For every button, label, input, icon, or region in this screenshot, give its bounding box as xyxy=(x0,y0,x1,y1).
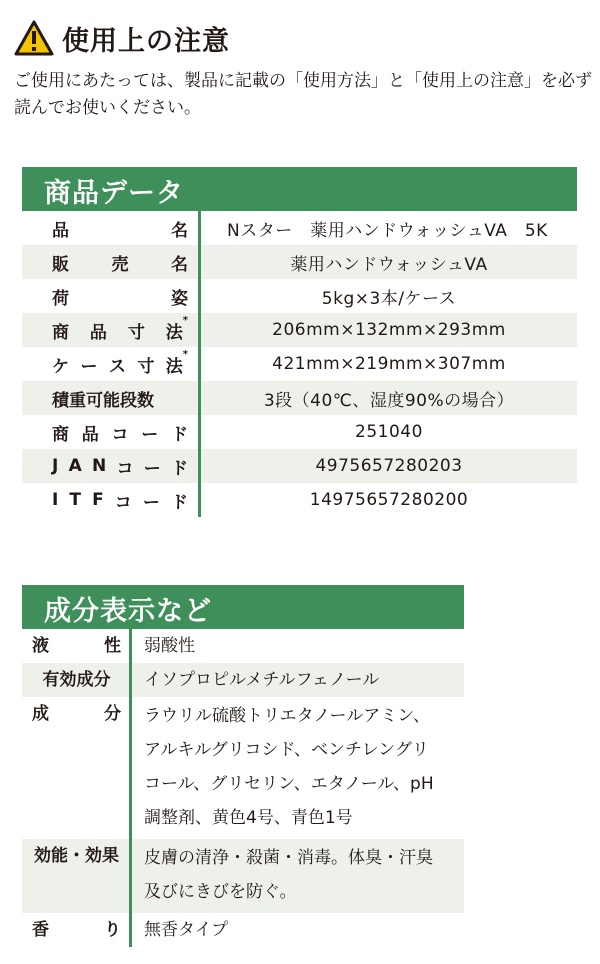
table-row xyxy=(22,381,577,415)
label-char: F xyxy=(92,490,104,510)
label-char: 液 xyxy=(32,636,49,656)
label-char: り xyxy=(104,920,121,940)
table-row xyxy=(22,449,577,483)
label-char: ー xyxy=(80,356,98,377)
label-char: 姿 xyxy=(171,288,188,309)
row-label xyxy=(22,279,198,313)
row-value xyxy=(132,663,464,697)
label-char: 法* xyxy=(165,314,188,343)
label-char: ス xyxy=(108,356,126,377)
label-char: コ xyxy=(116,458,134,479)
table-row xyxy=(22,279,577,313)
table-row xyxy=(22,415,577,449)
row-label xyxy=(22,913,129,947)
value-line: アルキルグリコシド、ベンチレングリ xyxy=(144,740,429,760)
value-line: 皮膚の清浄・殺菌・消毒。体臭・汗臭 xyxy=(144,848,433,868)
ingredients-title: 成分表示など xyxy=(44,596,212,627)
asterisk: * xyxy=(182,314,188,326)
label-char: ー xyxy=(142,492,160,513)
label-char: 品 xyxy=(89,322,107,343)
label-char: A xyxy=(68,456,82,476)
row-label xyxy=(22,449,198,483)
label-char: 積重可能段数 xyxy=(52,390,154,411)
row-value: 5kg×3本/ケース xyxy=(321,288,457,309)
table-row xyxy=(22,483,577,517)
label-char: 性 xyxy=(104,636,121,656)
label-char: ケ xyxy=(52,356,69,377)
row-value: 251040 xyxy=(355,422,423,442)
label-char: 商 xyxy=(52,322,69,343)
ingredients-table xyxy=(22,629,464,947)
caution-body: ご使用にあたっては、製品に記載の「使用方法」と「使用上の注意」を必ず読んでお使いください。 xyxy=(14,71,592,118)
label-char: 有効成分 xyxy=(42,670,111,690)
row-value: 3段（40℃、湿度90%の場合） xyxy=(263,390,515,411)
value-line: 及びにきびを防ぐ。 xyxy=(144,882,297,902)
row-label xyxy=(22,381,198,415)
label-char: 香 xyxy=(32,920,49,940)
label-char: I xyxy=(52,490,59,510)
row-value: 421mm×219mm×307mm xyxy=(272,354,506,374)
row-label xyxy=(22,839,129,913)
row-value xyxy=(132,839,464,913)
label-char: 荷 xyxy=(52,288,69,309)
table-row xyxy=(22,839,464,913)
label-char: コ xyxy=(114,492,132,513)
row-value xyxy=(132,629,464,663)
table-row xyxy=(22,211,577,245)
table-row xyxy=(22,697,464,839)
row-value: 4975657280203 xyxy=(315,456,463,476)
label-char: ド xyxy=(170,458,188,479)
label-char: 品 xyxy=(52,220,69,241)
label-char: コ xyxy=(111,424,129,445)
label-char: 品 xyxy=(81,424,99,445)
table-row xyxy=(22,313,577,347)
product-data-header xyxy=(22,167,577,211)
label-char: 寸 xyxy=(127,322,145,343)
row-label xyxy=(22,313,198,347)
value-line: 無香タイプ xyxy=(144,920,229,940)
label-char: 商 xyxy=(52,424,69,445)
row-label xyxy=(22,697,129,839)
label-char: 法* xyxy=(165,348,188,377)
value-line: イソプロピルメチルフェノール xyxy=(144,670,380,690)
row-label xyxy=(22,415,198,449)
label-char: 名 xyxy=(171,220,188,241)
value-line: ラウリル硫酸トリエタノールアミン、 xyxy=(144,706,430,726)
label-char: J xyxy=(52,456,59,476)
caution-title: 使用上の注意 xyxy=(62,25,230,57)
row-label xyxy=(22,347,198,381)
row-label xyxy=(22,663,129,697)
label-char: ド xyxy=(171,424,188,445)
label-char: 分 xyxy=(104,704,121,724)
row-value: Nスター 薬用ハンドウォッシュVA 5K xyxy=(227,220,548,241)
label-char: 成 xyxy=(32,704,49,724)
row-value: 14975657280200 xyxy=(309,490,469,510)
caution-heading xyxy=(14,18,230,58)
warning-triangle-icon xyxy=(14,20,54,56)
row-value: 206mm×132mm×293mm xyxy=(272,320,506,340)
label-char: ド xyxy=(170,492,188,513)
label-char: 販 xyxy=(52,254,69,275)
row-label xyxy=(22,629,129,663)
table-row xyxy=(22,245,577,279)
label-char: ー xyxy=(141,424,159,445)
value-line: 調整剤、黄色4号、青色1号 xyxy=(144,808,353,828)
table-row xyxy=(22,663,464,697)
row-value xyxy=(132,913,464,947)
row-label xyxy=(22,483,198,517)
label-char: T xyxy=(69,490,82,510)
row-value xyxy=(132,697,464,839)
label-char: 名 xyxy=(171,254,188,275)
label-char: N xyxy=(92,456,107,476)
table-row xyxy=(22,347,577,381)
product-data-table xyxy=(22,211,577,517)
label-char: 寸 xyxy=(137,356,155,377)
row-value: 薬用ハンドウォッシュVA xyxy=(290,254,488,275)
asterisk: * xyxy=(182,348,188,360)
label-char: 効能・効果 xyxy=(34,846,119,866)
row-label xyxy=(22,211,198,245)
row-label xyxy=(22,245,198,279)
table-row xyxy=(22,629,464,663)
table-row xyxy=(22,913,464,947)
label-char: ー xyxy=(143,458,161,479)
label-char: 売 xyxy=(111,254,129,275)
value-line: 弱酸性 xyxy=(144,636,195,656)
value-line: コール、グリセリン、エタノール、pH xyxy=(144,774,434,794)
product-data-title: 商品データ xyxy=(44,178,184,209)
ingredients-header xyxy=(22,585,464,629)
